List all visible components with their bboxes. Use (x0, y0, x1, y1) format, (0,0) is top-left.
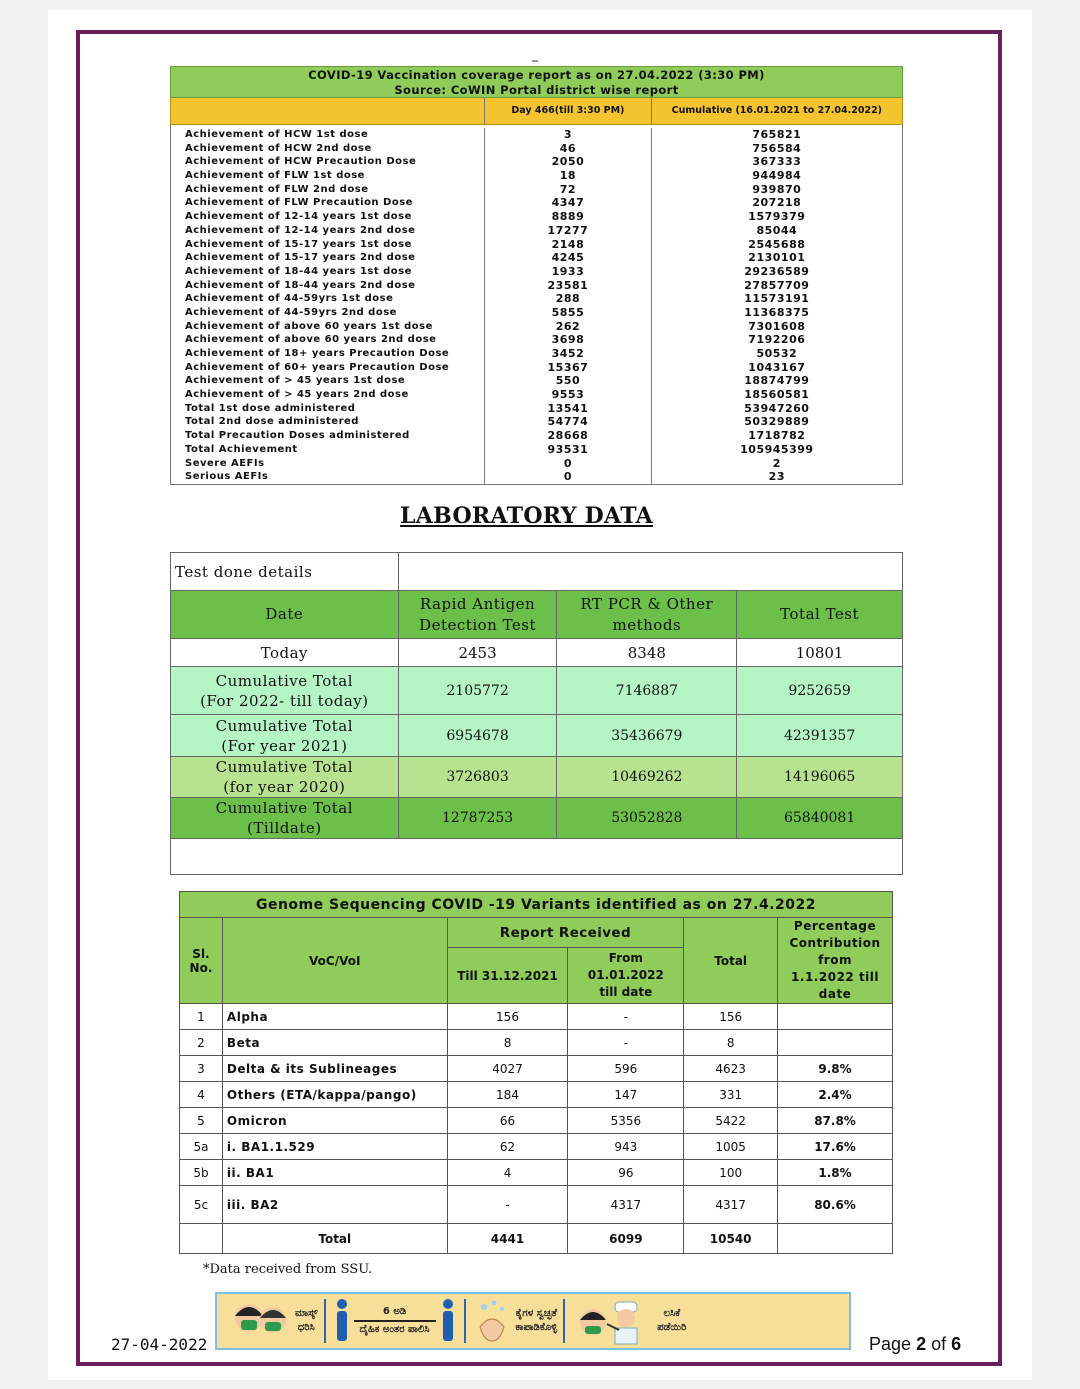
vaccination-day-value: 262 (484, 320, 651, 334)
vaccination-row (171, 224, 902, 238)
lab-row-label (171, 798, 399, 839)
variant-from-value: 943 (568, 1134, 684, 1160)
variant-total-value: 5422 (684, 1108, 778, 1134)
genome-variant-row (180, 1056, 893, 1082)
vaccination-cumulative-value: 23 (651, 470, 902, 484)
vaccination-cumulative-value: 1579379 (651, 210, 902, 224)
genome-table-body (180, 1004, 893, 1224)
banner-separator (563, 1299, 565, 1343)
variant-till-value: 66 (447, 1108, 568, 1134)
vaccination-table-header (170, 66, 903, 98)
variant-total-value: 8 (684, 1030, 778, 1056)
lab-total-value: 9252659 (737, 667, 903, 715)
vaccination-row (171, 265, 902, 279)
from-header (568, 948, 684, 1004)
vaccination-day-value: 28668 (484, 429, 651, 443)
from-header-line1: From (608, 951, 643, 965)
lab-rtpcr-value: 10469262 (557, 757, 737, 798)
genome-variant-row (180, 1160, 893, 1186)
vaccination-cumulative-value: 944984 (651, 169, 902, 183)
vaccination-cumulative-value: 53947260 (651, 402, 902, 416)
total-sl-blank (180, 1224, 223, 1254)
lab-total-value: 14196065 (737, 757, 903, 798)
vaccination-row-label: Achievement of FLW Precaution Dose (185, 197, 413, 209)
pct-header-line4: 1.1.2022 till (791, 970, 880, 984)
vaccination-row-label: Total Precaution Doses administered (185, 430, 410, 442)
variant-sl-no: 2 (180, 1030, 223, 1056)
variant-percentage: 17.6% (778, 1134, 893, 1160)
percentage-header (778, 918, 893, 1004)
lab-caption-blank (398, 553, 902, 591)
vaccination-row (171, 443, 902, 457)
variant-till-value: 184 (447, 1082, 568, 1108)
lab-row-label (171, 757, 399, 798)
lab-rtpcr-value: 35436679 (557, 715, 737, 757)
variant-total-value: 331 (684, 1082, 778, 1108)
lab-empty-row (171, 839, 903, 875)
page-number (869, 1334, 961, 1355)
total-label: Total (222, 1224, 447, 1254)
vaccination-row-label: Achievement of FLW 2nd dose (185, 183, 369, 195)
vaccination-row-label: Achievement of above 60 years 2nd dose (185, 334, 437, 346)
variant-percentage: 80.6% (778, 1186, 893, 1224)
vaccination-row (171, 251, 902, 265)
vaccination-cumulative-value: 765821 (651, 128, 902, 142)
vaccination-cumulative-value: 11368375 (651, 306, 902, 320)
mask-text (295, 1307, 318, 1335)
vaccination-cumulative-value: 756584 (651, 142, 902, 156)
vaccination-day-value: 9553 (484, 388, 651, 402)
vaccination-row-label: Achievement of 15-17 years 2nd dose (185, 252, 416, 264)
vaccination-row-label: Achievement of above 60 years 1st dose (185, 320, 433, 332)
genome-variant-row (180, 1186, 893, 1224)
vaccination-row-label: Achievement of 18+ years Precaution Dose (185, 348, 450, 359)
till-header: Till 31.12.2021 (447, 948, 568, 1004)
genome-title-row (180, 892, 893, 918)
hand-wash-text-line2: ಕಾಪಾಡಿಕೊಳ್ಳಿ (515, 1322, 558, 1333)
lab-empty-cell (171, 839, 903, 875)
mask-text-line1: ಮಾಸ್ಕ್ (295, 1308, 318, 1319)
vaccination-cumulative-value: 7301608 (651, 320, 902, 334)
variant-from-value: 5356 (568, 1108, 684, 1134)
variant-from-value: 4317 (568, 1186, 684, 1224)
vaccination-day-value: 54774 (484, 415, 651, 429)
total-total-value: 10540 (684, 1224, 778, 1254)
vaccination-cumulative-value: 207218 (651, 196, 902, 210)
vaccination-source: Source: CoWIN Portal district wise report (394, 83, 679, 97)
vaccination-day-value: 23581 (484, 279, 651, 293)
vaccination-day-value: 2050 (484, 155, 651, 169)
covid-awareness-banner (215, 1292, 851, 1350)
vaccination-row (171, 470, 902, 484)
vaccination-day-value: 18 (484, 169, 651, 183)
vaccination-day-value: 0 (484, 470, 651, 484)
pct-header-line5: date (818, 987, 852, 1001)
vaccination-table-body (170, 125, 903, 485)
hand-wash-text-line1: ಕೈಗಳ ಸ್ವಚ್ಛತೆ (515, 1308, 558, 1319)
lab-total-value: 42391357 (737, 715, 903, 757)
total-from-value: 6099 (568, 1224, 684, 1254)
page-current: 2 (916, 1334, 927, 1354)
vaccination-coverage-table (170, 66, 903, 485)
distance-text-top: 6 ಅಡಿ (382, 1306, 407, 1317)
vaccination-row (171, 142, 902, 156)
sl-no-header (180, 918, 223, 1004)
vaccination-row-label: Serious AEFIs (185, 471, 269, 483)
genome-sequencing-table (179, 891, 893, 1254)
vaccination-row (171, 128, 902, 142)
vaccination-row (171, 292, 902, 306)
page-prefix: Page (869, 1334, 912, 1354)
vaccination-cumulative-value: 27857709 (651, 279, 902, 293)
variant-sl-no: 5c (180, 1186, 223, 1224)
vaccination-cumulative-value: 11573191 (651, 292, 902, 306)
lab-header-rapid-line1: Rapid Antigen (419, 594, 536, 613)
vaccination-row (171, 169, 902, 183)
lab-rapid-value: 6954678 (398, 715, 557, 757)
genome-title: Genome Sequencing COVID -19 Variants identified as on 27.4.2022 (180, 892, 893, 918)
vaccination-row (171, 388, 902, 402)
vaccination-row (171, 361, 902, 375)
lab-rapid-value: 2453 (398, 639, 557, 667)
vaccination-row (171, 238, 902, 252)
variant-name: Omicron (222, 1108, 447, 1134)
lab-rapid-value: 12787253 (398, 798, 557, 839)
vaccination-row-label: Achievement of 18-44 years 1st dose (185, 265, 412, 277)
vaccination-day-value: 288 (484, 292, 651, 306)
vaccination-cumulative-value: 1043167 (651, 361, 902, 375)
vaccination-row-label: Achievement of 44-59yrs 1st dose (185, 293, 394, 305)
vaccination-row (171, 333, 902, 347)
vaccination-column-header (170, 98, 903, 125)
vaccination-row (171, 457, 902, 471)
variant-name: Delta & its Sublineages (222, 1056, 447, 1082)
vaccination-row (171, 279, 902, 293)
lab-rtpcr-value: 7146887 (557, 667, 737, 715)
lab-row-2022 (171, 667, 903, 715)
lab-header-rapid (398, 591, 557, 639)
vaccination-day-value: 3698 (484, 333, 651, 347)
vaccine-text (657, 1307, 686, 1335)
genome-header-row1 (180, 918, 893, 948)
vaccination-cumulative-value: 2130101 (651, 251, 902, 265)
variant-name: Alpha (222, 1004, 447, 1030)
vaccination-cumulative-value: 2545688 (651, 238, 902, 252)
variant-from-value: 147 (568, 1082, 684, 1108)
vaccination-icon (571, 1296, 651, 1346)
from-header-line3: till date (599, 985, 653, 999)
variant-till-value: 8 (447, 1030, 568, 1056)
vaccination-cumulative-value: 939870 (651, 183, 902, 197)
lab-row-tilldate (171, 798, 903, 839)
vaccination-row (171, 429, 902, 443)
lab-rtpcr-value: 53052828 (557, 798, 737, 839)
data-source-note: *Data received from SSU. (203, 1262, 373, 1277)
day-column-header: Day 466(till 3:30 PM) (484, 98, 651, 124)
variant-from-value: 596 (568, 1056, 684, 1082)
lab-header-rtpcr-line2: methods (612, 615, 682, 634)
mask-text-line2: ಧರಿಸಿ (297, 1322, 315, 1333)
pct-header-line1: Percentage (793, 919, 877, 933)
lab-row-label-line2: (For year 2021) (221, 736, 348, 755)
lab-row-label-line2: (Tilldate) (247, 819, 322, 837)
vaccination-cumulative-value: 29236589 (651, 265, 902, 279)
vaccination-row (171, 196, 902, 210)
lab-rapid-value: 3726803 (398, 757, 557, 798)
variant-percentage: 9.8% (778, 1056, 893, 1082)
lab-row-label-line1: Cumulative Total (215, 758, 354, 776)
vaccination-day-value: 4245 (484, 251, 651, 265)
variant-total-value: 4317 (684, 1186, 778, 1224)
voc-header: VoC/VoI (222, 918, 447, 1004)
vaccination-cumulative-value: 367333 (651, 155, 902, 169)
variant-name: Others (ETA/kappa/pango) (222, 1082, 447, 1108)
vaccination-row (171, 306, 902, 320)
variant-total-value: 156 (684, 1004, 778, 1030)
vaccination-row (171, 402, 902, 416)
lab-row-label-line1: Cumulative Total (215, 799, 354, 817)
vaccine-text-line2: ಪಡೆಯಿರಿ (657, 1322, 687, 1333)
vaccination-row-label: Achievement of 18-44 years 2nd dose (185, 279, 416, 291)
vaccination-day-value: 46 (484, 142, 651, 156)
variant-name: Beta (222, 1030, 447, 1056)
lab-rapid-value: 2105772 (398, 667, 557, 715)
variant-sl-no: 5 (180, 1108, 223, 1134)
variant-name: i. BA1.1.529 (222, 1134, 447, 1160)
total-pct-blank (778, 1224, 893, 1254)
distance-text-bottom: ದೈಹಿಕ ಅಂತರ ಪಾಲಿಸಿ (359, 1324, 430, 1335)
hand-wash-text (516, 1307, 558, 1335)
genome-variant-row (180, 1004, 893, 1030)
genome-total-header: Total (684, 918, 778, 1004)
lab-header-total: Total Test (737, 591, 903, 639)
vaccination-row (171, 183, 902, 197)
variant-till-value: - (447, 1186, 568, 1224)
lab-row-label-line2: (for year 2020) (223, 778, 346, 796)
sl-header-line1: Sl. (192, 946, 210, 961)
report-date: 27-04-2022 (111, 1335, 208, 1354)
vaccination-day-value: 0 (484, 457, 651, 471)
distance-text (352, 1305, 438, 1337)
vaccination-cumulative-value: 105945399 (651, 443, 902, 457)
vaccination-row-label: Achievement of > 45 years 2nd dose (185, 389, 409, 401)
variant-percentage: 2.4% (778, 1082, 893, 1108)
lab-header-row (171, 591, 903, 639)
lab-header-date: Date (171, 591, 399, 639)
lab-row-label-line1: Cumulative Total (215, 716, 354, 735)
lab-total-value: 65840081 (737, 798, 903, 839)
vaccination-row-label: Achievement of > 45 years 1st dose (185, 375, 406, 387)
vaccination-day-value: 93531 (484, 443, 651, 457)
hand-wash-icon (472, 1297, 512, 1345)
vaccination-day-value: 5855 (484, 306, 651, 320)
variant-percentage: 87.8% (778, 1108, 893, 1134)
genome-variant-row (180, 1108, 893, 1134)
vaccination-day-value: 72 (484, 183, 651, 197)
variant-percentage: 1.8% (778, 1160, 893, 1186)
laboratory-data-table (170, 552, 903, 875)
variant-name: ii. BA1 (222, 1160, 447, 1186)
variant-from-value: - (568, 1030, 684, 1056)
vaccination-cumulative-value: 18560581 (651, 388, 902, 402)
variant-total-value: 1005 (684, 1134, 778, 1160)
variant-sl-no: 1 (180, 1004, 223, 1030)
vaccination-row (171, 320, 902, 334)
variant-sl-no: 3 (180, 1056, 223, 1082)
laboratory-data-title: LABORATORY DATA (400, 503, 654, 529)
vaccination-row-label: Achievement of 12-14 years 2nd dose (185, 224, 416, 236)
sl-header-line2: No. (189, 960, 213, 975)
variant-from-value: 96 (568, 1160, 684, 1186)
lab-row-2020 (171, 757, 903, 798)
lab-caption: Test done details (171, 553, 399, 591)
vaccination-day-value: 13541 (484, 402, 651, 416)
vaccination-cumulative-value: 7192206 (651, 333, 902, 347)
vaccination-row-label: Achievement of HCW Precaution Dose (185, 156, 417, 168)
vaccination-row (171, 374, 902, 388)
vaccination-day-value: 17277 (484, 224, 651, 238)
distance-arrow (354, 1320, 436, 1322)
vaccination-day-value: 550 (484, 374, 651, 388)
lab-caption-row (171, 553, 903, 591)
page-of: of (931, 1334, 947, 1354)
banner-separator (464, 1299, 466, 1343)
lab-header-rapid-line2: Detection Test (419, 615, 537, 634)
vaccination-row-label: Achievement of HCW 2nd dose (185, 142, 372, 154)
variant-till-value: 62 (447, 1134, 568, 1160)
vaccination-row (171, 415, 902, 429)
variant-till-value: 4027 (447, 1056, 568, 1082)
vaccination-day-value: 3452 (484, 347, 651, 361)
total-till-value: 4441 (447, 1224, 568, 1254)
vaccination-cumulative-value: 50532 (651, 347, 902, 361)
vaccination-row-label: Achievement of 60+ years Precaution Dose (185, 361, 450, 373)
variant-percentage (778, 1004, 893, 1030)
lab-total-value: 10801 (737, 639, 903, 667)
lab-rtpcr-value: 8348 (557, 639, 737, 667)
page-total: 6 (951, 1334, 962, 1354)
vaccination-row-label: Total 1st dose administered (185, 402, 356, 414)
vaccination-row-label: Achievement of 15-17 years 1st dose (185, 238, 412, 250)
vaccination-cumulative-value: 18874799 (651, 374, 902, 388)
lab-row-label (171, 667, 399, 715)
vaccination-cumulative-value: 85044 (651, 224, 902, 238)
vaccination-row-label: Total Achievement (185, 443, 298, 455)
vaccination-row (171, 210, 902, 224)
blank-header-cell (171, 98, 484, 124)
variant-sl-no: 5b (180, 1160, 223, 1186)
lab-row-2021 (171, 715, 903, 757)
vaccination-row-label: Achievement of FLW 1st dose (185, 170, 365, 182)
lab-row-label (171, 715, 399, 757)
vaccination-row-label: Total 2nd dose administered (185, 416, 359, 428)
lab-row-label-line1: Cumulative Total (215, 671, 354, 690)
cumulative-column-header: Cumulative (16.01.2021 to 27.04.2022) (651, 98, 902, 124)
lab-row-today (171, 639, 903, 667)
vaccination-day-value: 4347 (484, 196, 651, 210)
vaccination-row-label: Achievement of 12-14 years 1st dose (185, 211, 412, 223)
vaccination-day-value: 3 (484, 128, 651, 142)
genome-variant-row (180, 1030, 893, 1056)
vaccination-day-value: 15367 (484, 361, 651, 375)
genome-variant-row (180, 1082, 893, 1108)
vaccination-day-value: 1933 (484, 265, 651, 279)
variant-percentage (778, 1030, 893, 1056)
variant-till-value: 4 (447, 1160, 568, 1186)
vaccination-day-value: 2148 (484, 238, 651, 252)
lab-row-label: Today (171, 639, 399, 667)
scan-mark (532, 60, 538, 62)
vaccination-cumulative-value: 1718782 (651, 429, 902, 443)
pct-header-line2: Contribution (789, 936, 881, 950)
lab-header-rtpcr-line1: RT PCR & Other (580, 594, 714, 613)
banner-separator (324, 1299, 326, 1343)
vaccination-row (171, 347, 902, 361)
variant-till-value: 156 (447, 1004, 568, 1030)
vaccination-day-value: 8889 (484, 210, 651, 224)
vaccination-row (171, 155, 902, 169)
vaccination-row-label: Achievement of HCW 1st dose (185, 129, 369, 140)
report-received-header: Report Received (447, 918, 684, 948)
genome-variant-row (180, 1134, 893, 1160)
lab-header-rtpcr (557, 591, 737, 639)
vaccination-row-label: Achievement of 44-59yrs 2nd dose (185, 306, 397, 318)
variant-total-value: 4623 (684, 1056, 778, 1082)
variant-sl-no: 5a (180, 1134, 223, 1160)
variant-from-value: - (568, 1004, 684, 1030)
vaccination-row-label: Severe AEFIs (185, 457, 265, 469)
variant-total-value: 100 (684, 1160, 778, 1186)
vaccination-cumulative-value: 2 (651, 457, 902, 471)
masked-people-icon (231, 1296, 291, 1346)
vaccination-cumulative-value: 50329889 (651, 415, 902, 429)
person-icon (438, 1297, 458, 1345)
person-icon (332, 1297, 352, 1345)
pct-header-line3: from (818, 953, 852, 967)
genome-total-row (180, 1224, 893, 1254)
lab-row-label-line2: (For 2022- till today) (200, 691, 369, 710)
variant-sl-no: 4 (180, 1082, 223, 1108)
variant-name: iii. BA2 (222, 1186, 447, 1224)
from-header-line2: 01.01.2022 (587, 968, 664, 982)
vaccination-title: COVID-19 Vaccination coverage report as on 27.04.2022 (3:30 PM) (308, 68, 765, 82)
vaccine-text-line1: ಲಸಿಕೆ (663, 1308, 681, 1319)
